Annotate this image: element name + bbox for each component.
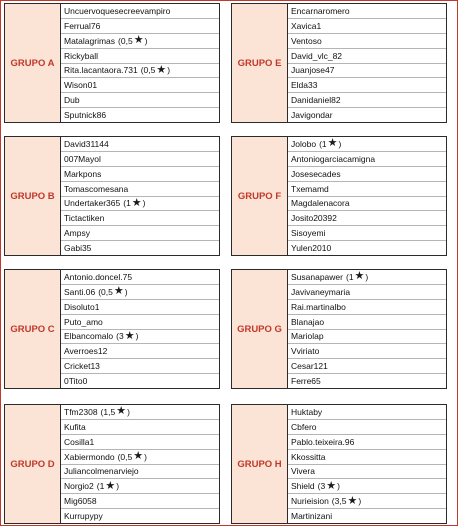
player-row [288,450,446,465]
star-icon: ★ [326,479,337,492]
player-row [288,285,446,300]
player-name: Ampsy [64,228,90,239]
player-row [61,226,219,241]
player-name: Susanapawer [291,271,343,282]
player-name: Txemamd [291,183,329,194]
player-name: Rickyball [64,50,99,61]
star-icon: ★ [124,329,135,342]
player-name: Tictactiken [64,213,105,224]
player-row [61,479,219,494]
player-name: Pablo.teixeira.96 [291,436,355,447]
player-name: Vivera [291,466,315,477]
player-name: Gabi35 [64,243,92,254]
star-icon: ★ [131,196,142,209]
player-points-close: ) [358,496,362,507]
player-row [61,330,219,345]
player-row [61,435,219,450]
player-points-close: ) [127,406,130,417]
player-name: Juanjose47 [291,65,335,76]
player-row [288,182,446,197]
player-points-close: ) [167,65,171,76]
player-row [288,49,446,64]
player-row [61,494,219,509]
player-points-close: ) [144,451,147,462]
player-name: Uncuervoquesecreevampiro [64,5,171,16]
player-name: Ferre65 [291,376,321,387]
player-row [61,167,219,182]
player-name: Vviriato [291,346,320,357]
player-row [288,19,446,34]
player-name: David31144 [64,138,109,149]
player-name: Nurieision [291,496,329,507]
player-row [288,465,446,480]
player-name: Rai.martinalbo [291,301,346,312]
player-row [61,19,219,34]
group-label: GRUPO D [5,405,61,523]
player-name: Josito20392 [291,213,337,224]
player-row [61,241,219,255]
player-name: Javivaneymaria [291,286,351,297]
player-row [288,197,446,212]
player-name: Xavica1 [291,20,322,31]
player-name: Disoluto1 [64,301,100,312]
player-name: Javigondar [291,110,333,121]
player-name: Averroes12 [64,346,108,357]
grupo-c-table [4,269,220,389]
player-row [288,4,446,19]
player-row [61,108,219,122]
star-icon: ★ [133,450,144,463]
grupo-f-table [231,136,447,256]
group-label: GRUPO A [5,4,61,122]
player-points: (3,5 [331,496,347,507]
player-points-close: ) [142,198,146,209]
player-name: Antonio.doncel.75 [64,271,133,282]
player-row [288,330,446,345]
player-row [61,405,219,420]
player-points-close: ) [365,271,369,282]
group-player-list [61,4,219,122]
player-row [61,315,219,330]
player-row [61,285,219,300]
player-points-close: ) [337,481,340,492]
player-row [288,420,446,435]
player-name: Juliancolmenarviejo [64,466,139,477]
group-label: GRUPO B [5,137,61,255]
player-row [288,300,446,315]
grupo-d-table [4,404,220,524]
player-name: Matalagrimas [64,35,116,46]
player-name: Mariolap [291,331,324,342]
player-name: Antoniogarciacamigna [291,153,376,164]
player-name: Shield [291,481,315,492]
player-row [61,182,219,197]
group-player-list [288,270,446,388]
player-row [61,450,219,465]
player-name: Sisoyemi [291,228,326,239]
grupo-e-table [231,3,447,123]
group-label: GRUPO G [232,270,288,388]
player-row [61,359,219,374]
player-name: Undertaker365 [64,198,121,209]
player-row [288,108,446,122]
player-row [61,152,219,167]
star-icon: ★ [354,270,365,283]
group-player-list [61,405,219,523]
player-row [288,270,446,285]
player-row [61,137,219,152]
player-row [288,226,446,241]
grupo-g-table [231,269,447,389]
player-name: Xabiermondo [64,451,115,462]
player-points-close: ) [135,331,139,342]
star-icon: ★ [105,479,116,492]
group-player-list [288,4,446,122]
player-name: Santi.06 [64,286,96,297]
player-points: (3 [317,481,326,492]
player-row [288,509,446,523]
player-row [288,167,446,182]
player-name: David_vlc_82 [291,50,343,61]
group-label: GRUPO F [232,137,288,255]
star-icon: ★ [347,494,358,507]
player-row [61,300,219,315]
player-row [61,344,219,359]
player-name: Danidaniel82 [291,95,341,106]
player-points: (1,5 [100,406,116,417]
player-row [288,34,446,49]
player-points-close: ) [338,138,342,149]
player-name: Kkossitta [291,451,326,462]
player-name: Josesecades [291,168,341,179]
player-points: (1 [319,138,327,149]
player-name: Markpons [64,168,102,179]
player-name: Tomascomesana [64,183,129,194]
player-row [61,78,219,93]
player-row [61,509,219,523]
player-row [288,359,446,374]
player-points: (0,5 [118,35,133,46]
star-icon: ★ [156,63,167,76]
player-points-close: ) [144,35,148,46]
player-row [288,64,446,79]
star-icon: ★ [113,285,124,298]
player-name: Elda33 [291,80,318,91]
player-row [288,152,446,167]
player-name: Cosilla1 [64,436,95,447]
player-name: Yulen2010 [291,243,332,254]
player-row [61,93,219,108]
player-points: (1 [345,271,354,282]
star-icon: ★ [133,34,144,47]
player-name: 0Tito0 [64,376,88,387]
player-row [288,137,446,152]
grupo-h-table [231,404,447,524]
player-row [288,211,446,226]
player-row [61,374,219,388]
group-player-list [288,405,446,523]
player-row [288,241,446,255]
group-label: GRUPO E [232,4,288,122]
player-row [61,4,219,19]
player-name: Rita.lacantaora.731 [64,65,138,76]
player-row [61,34,219,49]
star-icon: ★ [327,137,338,150]
player-name: Ventoso [291,35,322,46]
player-name: Cesar121 [291,361,328,372]
player-row [288,93,446,108]
player-row [61,64,219,79]
player-name: 007Mayol [64,153,101,164]
player-name: Ferrual76 [64,20,101,31]
player-points: (0,5 [140,65,156,76]
player-name: Martinizani [291,511,333,522]
group-label: GRUPO H [232,405,288,523]
player-name: Elbancomalo [64,331,114,342]
player-points: (1 [96,481,105,492]
player-row [288,435,446,450]
group-player-list [288,137,446,255]
player-row [61,270,219,285]
player-row [288,494,446,509]
player-row [61,197,219,212]
player-name: Kufita [64,421,86,432]
player-name: Huktaby [291,406,323,417]
player-row [61,211,219,226]
player-name: Magdalenacora [291,198,350,209]
player-name: Wison01 [64,80,98,91]
player-points-close: ) [116,481,120,492]
player-name: Tfm2308 [64,406,98,417]
player-name: Cricket13 [64,361,100,372]
player-points: (1 [123,198,131,209]
player-name: Jolobo [291,138,317,149]
player-points: (3 [116,331,124,342]
player-row [61,420,219,435]
player-name: Cbfero [291,421,317,432]
player-row [61,465,219,480]
grupo-a-table [4,3,220,123]
player-row [288,315,446,330]
grupo-b-table [4,136,220,256]
player-name: Dub [64,95,80,106]
player-name: Mig6058 [64,496,97,507]
player-points: (0,5 [117,451,133,462]
player-name: Puto_amo [64,316,103,327]
group-player-list [61,137,219,255]
player-row [61,49,219,64]
player-name: Norgio2 [64,481,94,492]
player-row [288,479,446,494]
group-label: GRUPO C [5,270,61,388]
player-row [288,78,446,93]
player-row [288,405,446,420]
player-name: Blanajao [291,316,325,327]
player-row [288,344,446,359]
group-player-list [61,270,219,388]
player-points-close: ) [124,286,128,297]
player-name: Kurrupypy [64,511,103,522]
player-name: Sputnick86 [64,110,107,121]
player-name: Encarnaromero [291,5,350,16]
star-icon: ★ [116,405,127,418]
player-row [288,374,446,388]
player-points: (0,5 [98,286,113,297]
